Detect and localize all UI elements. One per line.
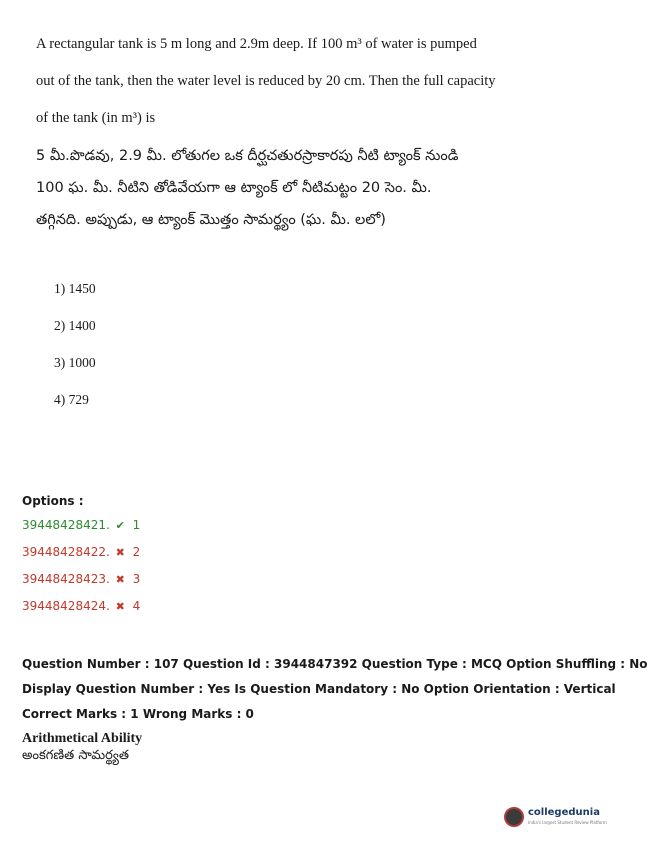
logo-tagline: India's largest Student Review Platform <box>528 820 607 825</box>
option-item <box>22 516 140 543</box>
answer-choice: 4) 729 <box>54 392 89 407</box>
option-number: 4 <box>132 599 141 613</box>
logo-name: collegedunia <box>528 807 600 818</box>
subject-english: Arithmetical Ability <box>22 731 143 746</box>
mascot-icon <box>504 807 524 827</box>
subject-heading <box>22 730 142 765</box>
question-line: out of the tank, then the water level is reduced by 20 cm. Then the full capacity <box>36 73 496 89</box>
metadata-line: Correct Marks : 1 Wrong Marks : 0 <box>22 707 254 721</box>
metadata-line: Display Question Number : Yes Is Question Mandatory : No Option Orientation : Vertical <box>22 682 616 696</box>
options-list <box>22 492 140 624</box>
option-item <box>22 570 140 597</box>
question-telugu <box>36 145 566 241</box>
option-number: 2 <box>132 545 141 559</box>
cross-icon: ✖ <box>115 573 125 586</box>
option-id: 39448428422. <box>22 545 110 559</box>
check-icon: ✔ <box>115 519 125 532</box>
question-metadata <box>22 655 648 730</box>
option-item <box>22 543 140 570</box>
question-line: of the tank (in m³) is <box>36 110 156 126</box>
option-number: 3 <box>132 572 141 586</box>
question-line-telugu: 5 మీ.పొడవు, 2.9 మీ. లోతుగల ఒక దీర్ఘచతురస్రాకారపు నీటి ట్యాంక్ నుండి <box>36 148 459 164</box>
cross-icon: ✖ <box>115 546 125 559</box>
answer-choice: 1) 1450 <box>54 281 96 296</box>
answer-choices <box>54 280 96 428</box>
option-id: 39448428421. <box>22 518 110 532</box>
cross-icon: ✖ <box>115 600 125 613</box>
collegedunia-logo <box>504 805 607 831</box>
option-id: 39448428423. <box>22 572 110 586</box>
metadata-line: Question Number : 107 Question Id : 3944847392 Question Type : MCQ Option Shuffling : No <box>22 657 648 671</box>
subject-telugu: అంకగణిత సామర్థ్యత <box>22 748 130 763</box>
option-id: 39448428424. <box>22 599 110 613</box>
options-header: Options : <box>22 494 84 508</box>
answer-choice: 3) 1000 <box>54 355 96 370</box>
question-line-telugu: తగ్గినది. అప్పుడు, ఆ ట్యాంక్ మొత్తం సామర్థ్యం (ఘ. మీ. లలో) <box>36 212 386 228</box>
question-english <box>36 34 556 145</box>
option-item <box>22 597 140 624</box>
option-number: 1 <box>132 518 141 532</box>
question-line: A rectangular tank is 5 m long and 2.9m deep. If 100 m³ of water is pumped <box>36 36 477 52</box>
answer-choice: 2) 1400 <box>54 318 96 333</box>
question-line-telugu: 100 ఘ. మీ. నీటిని తోడివేయగా ఆ ట్యాంక్ లో నీటిమట్టం 20 సెం. మీ. <box>36 180 432 196</box>
